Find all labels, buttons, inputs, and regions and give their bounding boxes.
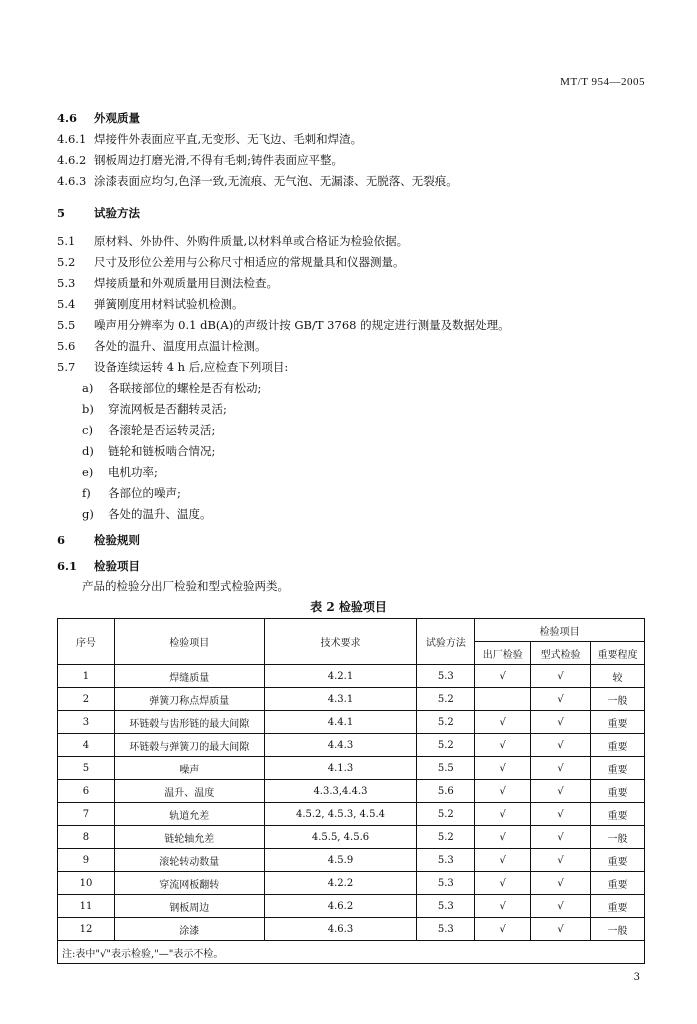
header-item: 检验项目 xyxy=(114,619,264,665)
clause-5-4: 5.4 弹簧刚度用材料试验机检测。 xyxy=(57,297,244,311)
header-type: 型式检验 xyxy=(531,642,591,665)
clause-5-1: 5.1 原材料、外协件、外购件质量,以材料单或合格证为检验依据。 xyxy=(57,234,409,248)
header-factory: 出厂检验 xyxy=(475,642,531,665)
clause-5-6: 5.6 各处的温升、温度用点温计检测。 xyxy=(57,339,267,353)
section-6-1-heading: 6.1 检验项目 xyxy=(57,559,140,573)
table-row: 10 穿流网板翻转 4.2.2 5.3 √ √ 重要 xyxy=(58,872,645,895)
table-row: 8 链轮轴允差 4.5.5, 4.5.6 5.2 √ √ 一般 xyxy=(58,826,645,849)
table-row: 2 弹簧刀称点焊质量 4.3.1 5.2 √ 一般 xyxy=(58,688,645,711)
table-row: 7 轨道允差 4.5.2, 4.5.3, 4.5.4 5.2 √ √ 重要 xyxy=(58,803,645,826)
page-number: 3 xyxy=(633,972,640,983)
clause-4-6-1: 4.6.1 焊接件外表面应平直,无变形、无飞边、毛刺和焊渣。 xyxy=(57,132,363,146)
header-inspection-group: 检验项目 xyxy=(475,619,645,642)
table-row: 6 温升、温度 4.3.3,4.4.3 5.6 √ √ 重要 xyxy=(58,780,645,803)
table-note-row xyxy=(58,941,645,964)
header-requirement: 技术要求 xyxy=(264,619,417,665)
clause-4-6-3: 4.6.3 涂漆表面应均匀,色泽一致,无流痕、无气泡、无漏漆、无脱落、无裂痕。 xyxy=(57,174,458,188)
check-item-b: b) 穿流网板是否翻转灵活; xyxy=(82,402,227,416)
table-row: 5 噪声 4.1.3 5.5 √ √ 重要 xyxy=(58,757,645,780)
section-6-heading: 6 检验规则 xyxy=(57,533,140,547)
table-caption: 表 2 检验项目 xyxy=(310,600,387,614)
section-4-6-heading: 4.6 外观质量 xyxy=(57,111,140,125)
table-note: 注:表中"√"表示检验,"—"表示不检。 xyxy=(58,941,645,964)
header-no: 序号 xyxy=(58,619,115,665)
clause-5-5: 5.5 噪声用分辨率为 0.1 dB(A)的声级计按 GB/T 3768 的规定进行测量及数据处理。 xyxy=(57,318,510,332)
check-item-f: f) 各部位的噪声; xyxy=(82,486,181,500)
check-item-g: g) 各处的温升、温度。 xyxy=(82,507,212,521)
clause-5-2: 5.2 尺寸及形位公差用与公称尺寸相适应的常规量具和仪器测量。 xyxy=(57,255,405,269)
clause-5-7: 5.7 设备连续运转 4 h 后,应检查下列项目: xyxy=(57,360,289,374)
clause-5-3: 5.3 焊接质量和外观质量用目测法检查。 xyxy=(57,276,278,290)
table-row: 12 涂漆 4.6.3 5.3 √ √ 一般 xyxy=(58,918,645,941)
table-row: 1 焊缝质量 4.2.1 5.3 √ √ 较 xyxy=(58,665,645,688)
section-6-1-paragraph: 产品的检验分出厂检验和型式检验两类。 xyxy=(82,579,289,593)
inspection-table xyxy=(57,618,645,964)
check-item-e: e) 电机功率; xyxy=(82,465,158,479)
clause-4-6-2: 4.6.2 钢板周边打磨光滑,不得有毛刺;铸件表面应平整。 xyxy=(57,153,344,167)
table-row: 3 环链毂与齿形链的最大间隙 4.4.1 5.2 √ √ 重要 xyxy=(58,711,645,734)
table-row: 9 滚轮转动数量 4.5.9 5.3 √ √ 重要 xyxy=(58,849,645,872)
table-row: 4 环链毂与弹簧刀的最大间隙 4.4.3 5.2 √ √ 重要 xyxy=(58,734,645,757)
table-row: 11 钢板周边 4.6.2 5.3 √ √ 重要 xyxy=(58,895,645,918)
check-item-a: a) 各联接部位的螺栓是否有松动; xyxy=(82,381,262,395)
header-severity: 重要程度 xyxy=(591,642,645,665)
standard-code: MT/T 954—2005 xyxy=(560,76,645,88)
check-item-d: d) 链轮和链板啮合情况; xyxy=(82,444,216,458)
check-item-c: c) 各滚轮是否运转灵活; xyxy=(82,423,216,437)
header-method: 试验方法 xyxy=(417,619,475,665)
section-5-heading: 5 试验方法 xyxy=(57,206,140,220)
